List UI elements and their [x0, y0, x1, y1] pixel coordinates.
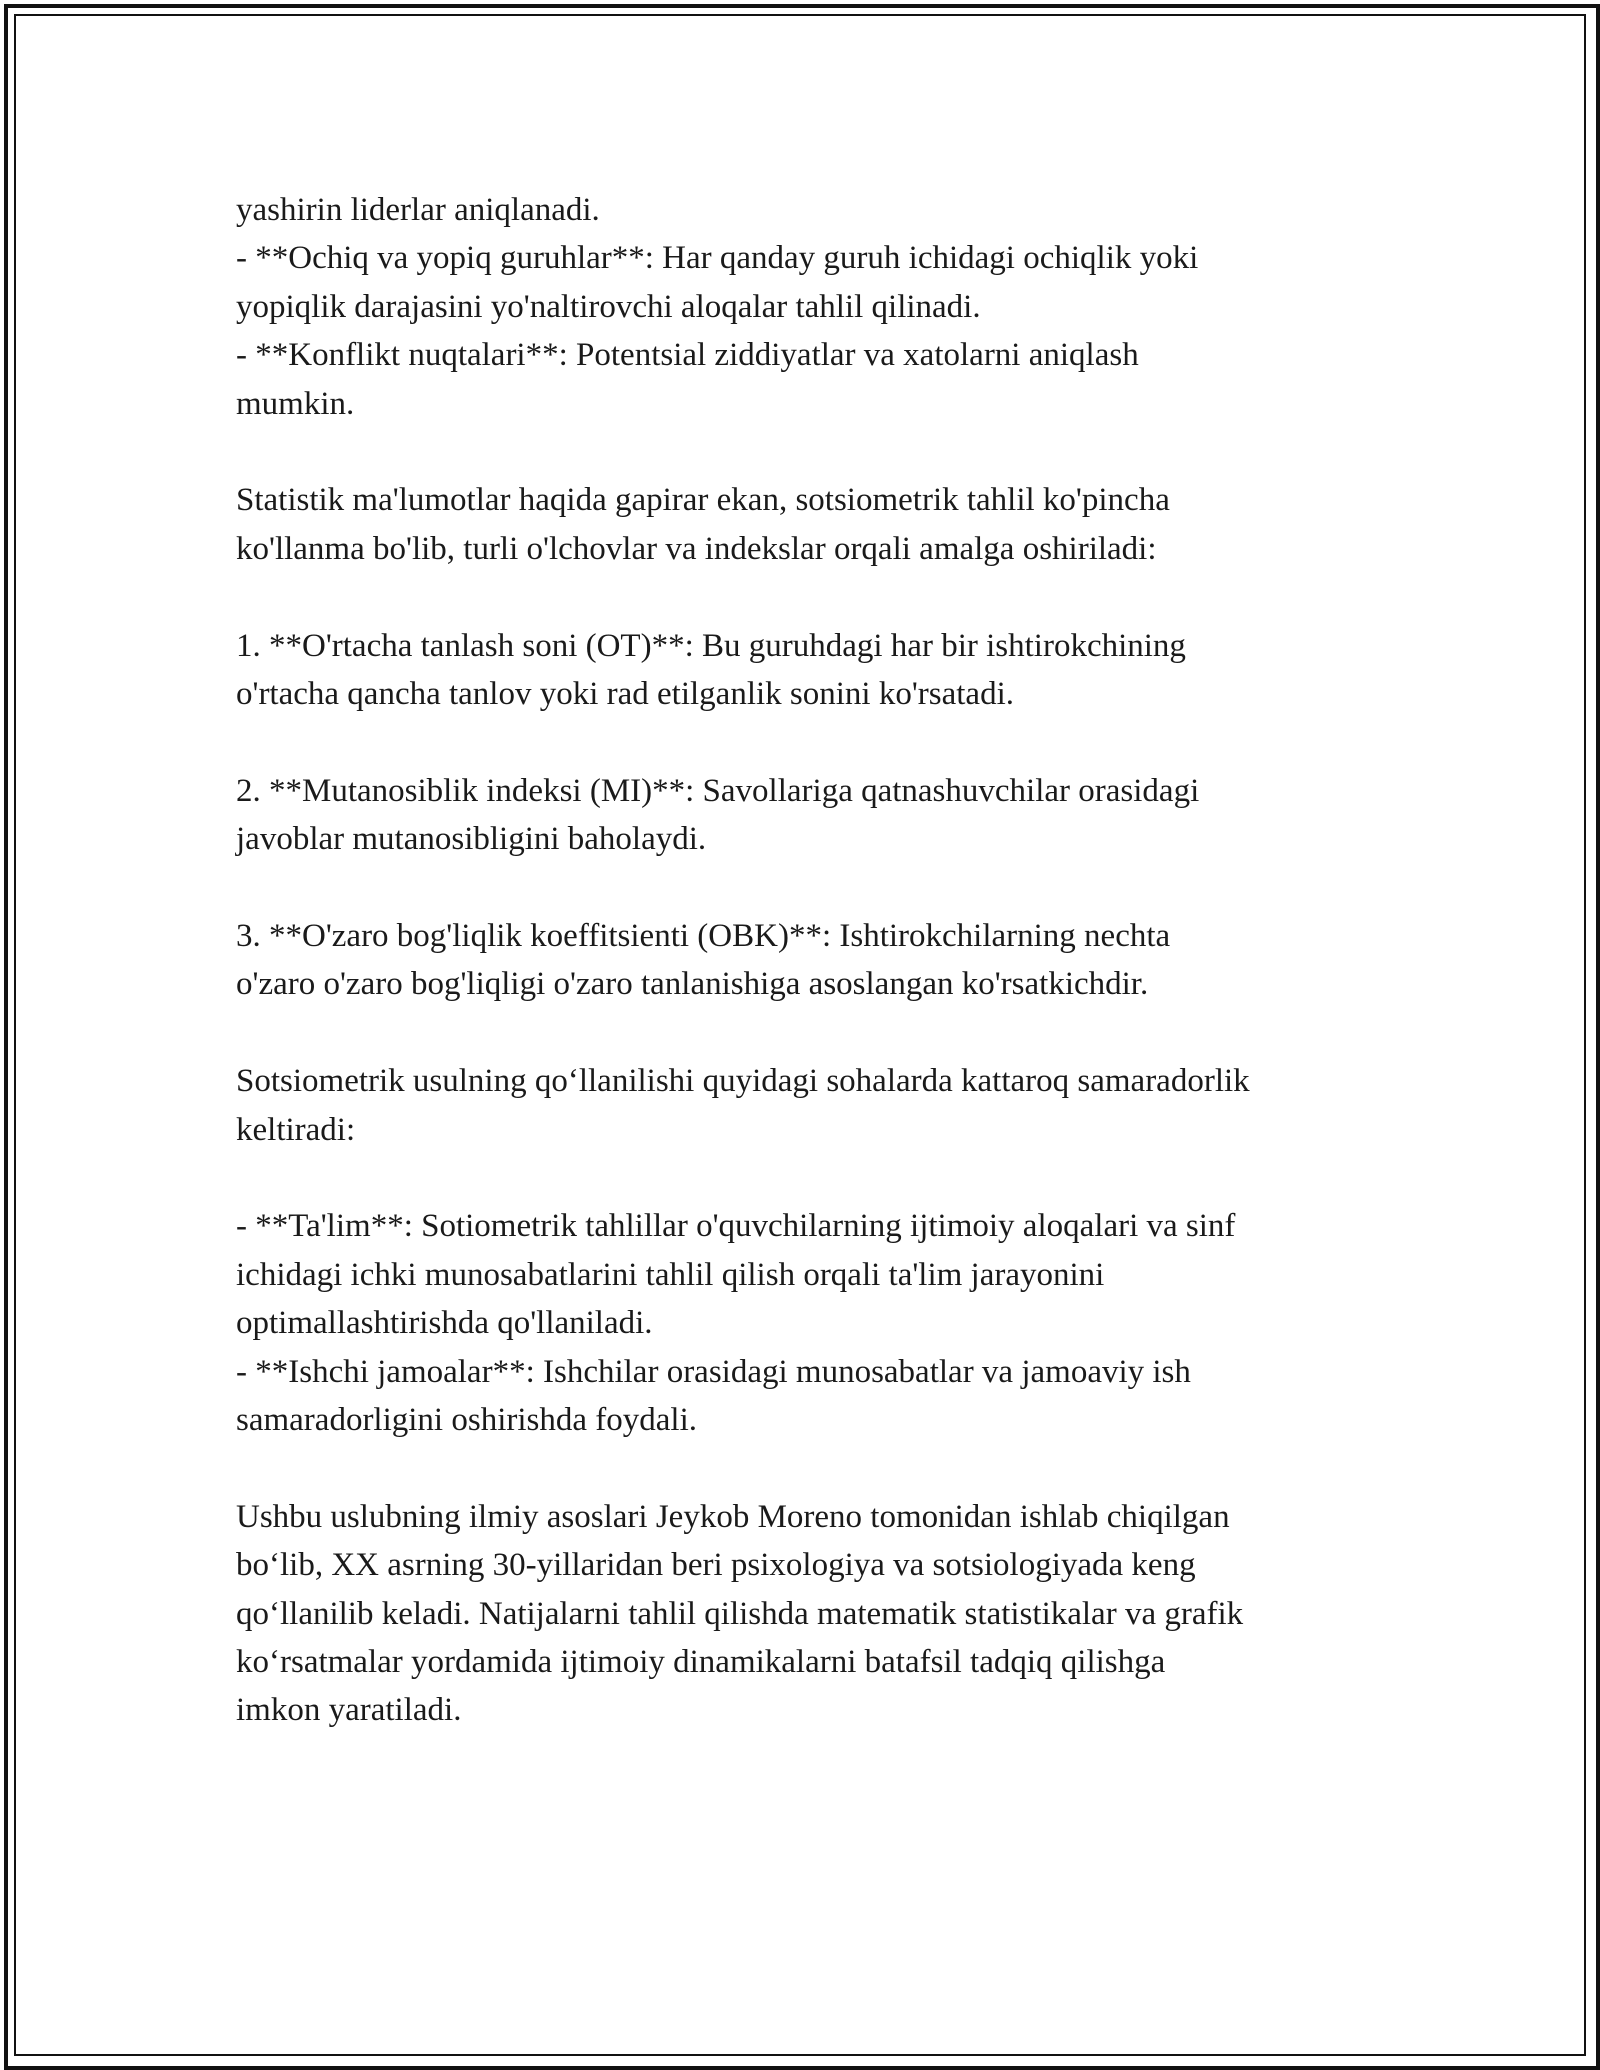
paragraph-conclusion	[236, 1493, 1386, 1735]
text-line: ichidagi ichki munosabatlarini tahlil qilish orqali ta'lim jarayonini	[236, 1256, 1105, 1293]
text-line: 3. **O'zaro bog'liqlik koeffitsienti (OBK)**: Ishtirokchilarning nechta	[236, 918, 1171, 955]
text-line: o'zaro o'zaro bog'liqligi o'zaro tanlanishiga asoslangan ko'rsatkichdir.	[236, 966, 1149, 1003]
text-line: ko'llanma bo'lib, turli o'lchovlar va indekslar orqali amalga oshiriladi:	[236, 530, 1157, 567]
text-line: ko‘rsatmalar yordamida ijtimoiy dinamikalarni batafsil tadqiq qilishga	[236, 1644, 1166, 1681]
text-line: samaradorligini oshirishda foydali.	[236, 1402, 697, 1439]
document-body	[236, 186, 1386, 1735]
text-line: mumkin.	[236, 385, 355, 422]
paragraph-gap	[236, 573, 1386, 621]
text-line: javoblar mutanosibligini baholaydi.	[236, 821, 707, 858]
numbered-item-1	[236, 622, 1386, 719]
text-line: - **Ishchi jamoalar**: Ishchilar orasidagi munosabatlar va jamoaviy ish	[236, 1353, 1191, 1390]
text-line: bo‘lib, XX asrning 30-yillaridan beri psixologiya va sotsiologiyada keng	[236, 1547, 1196, 1584]
text-line: keltiradi:	[236, 1111, 356, 1148]
numbered-item-2	[236, 767, 1386, 864]
numbered-item-3	[236, 912, 1386, 1009]
text-line: qo‘llanilib keladi. Natijalarni tahlil qilishda matematik statistikalar va grafik	[236, 1595, 1244, 1632]
paragraph-statistics-intro	[236, 476, 1386, 573]
paragraph-application-areas	[236, 1057, 1386, 1154]
text-line: - **Konflikt nuqtalari**: Potentsial ziddiyatlar va xatolarni aniqlash	[236, 337, 1139, 374]
text-line: 2. **Mutanosiblik indeksi (MI)**: Savollariga qatnashuvchilar orasidagi	[236, 772, 1200, 809]
text-line: Sotsiometrik usulning qo‘llanilishi quyidagi sohalarda kattaroq samaradorlik	[236, 1063, 1250, 1100]
paragraph-gap	[236, 718, 1386, 766]
text-line: Statistik ma'lumotlar haqida gapirar ekan, sotsiometrik tahlil ko'pincha	[236, 482, 1170, 519]
text-line: 1. **O'rtacha tanlash soni (OT)**: Bu guruhdagi har bir ishtirokchining	[236, 627, 1186, 664]
paragraph-gap	[236, 428, 1386, 476]
paragraph-application-list	[236, 1202, 1386, 1444]
text-line: - **Ta'lim**: Sotiometrik tahlillar o'quvchilarning ijtimoiy aloqalari va sinf	[236, 1208, 1236, 1245]
paragraph-hidden-leaders-list	[236, 186, 1386, 428]
text-line: o'rtacha qancha tanlov yoki rad etilganlik sonini ko'rsatadi.	[236, 676, 1014, 713]
paragraph-gap	[236, 864, 1386, 912]
paragraph-gap	[236, 1444, 1386, 1492]
text-line: - **Ochiq va yopiq guruhlar**: Har qanday guruh ichidagi ochiqlik yoki	[236, 240, 1199, 277]
text-line: optimallashtirishda qo'llaniladi.	[236, 1305, 653, 1342]
text-line: imkon yaratiladi.	[236, 1692, 462, 1729]
text-line: Ushbu uslubning ilmiy asoslari Jeykob Moreno tomonidan ishlab chiqilgan	[236, 1498, 1230, 1535]
paragraph-gap	[236, 1009, 1386, 1057]
text-line: yashirin liderlar aniqlanadi.	[236, 192, 600, 228]
paragraph-gap	[236, 1154, 1386, 1202]
text-line: yopiqlik darajasini yo'naltirovchi aloqalar tahlil qilinadi.	[236, 288, 981, 325]
